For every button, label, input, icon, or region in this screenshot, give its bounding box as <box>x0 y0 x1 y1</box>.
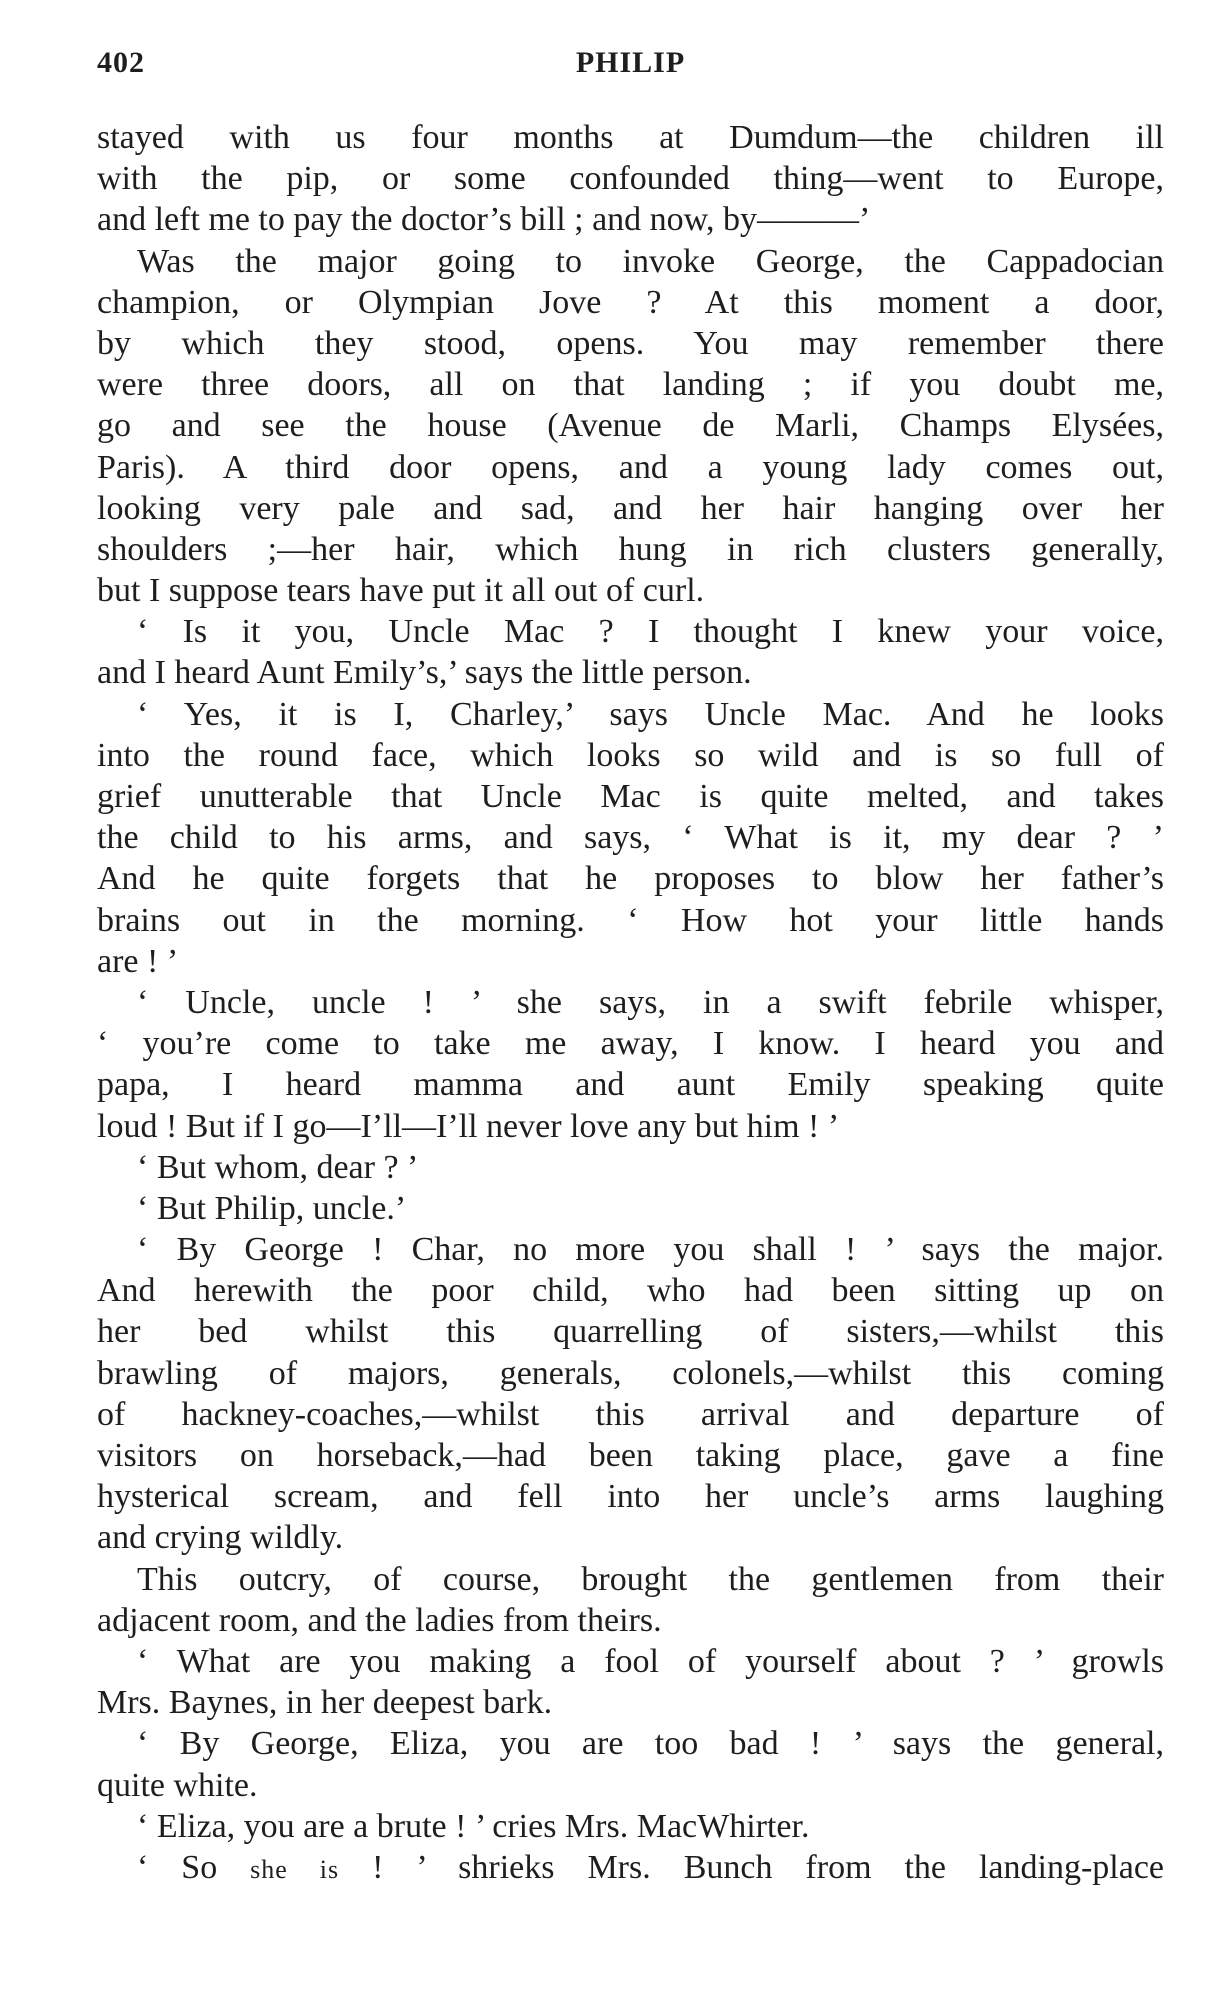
text-line: adjacent room, and the ladies from theirs. <box>97 1601 662 1639</box>
text-line: hysterical scream, and fell into her uncle’s arms laughing <box>97 1478 1164 1516</box>
running-head <box>97 46 1164 86</box>
running-title: PHILIP <box>575 46 686 79</box>
text-line: her bed whilst this quarrelling of sisters,—whilst this <box>97 1313 1164 1351</box>
text-line: were three doors, all on that landing ; if you doubt me, <box>97 366 1164 404</box>
text-line: ‘ But whom, dear ? ’ <box>137 1148 419 1186</box>
text-line: and crying wildly. <box>97 1519 344 1557</box>
text-line: ‘ Is it you, Uncle Mac ? I thought I knew your voice, <box>137 613 1164 651</box>
text-line: champion, or Olympian Jove ? At this moment a door, <box>97 283 1164 321</box>
text-line: ‘ But Philip, uncle.’ <box>137 1189 407 1227</box>
text-line: quite white. <box>97 1766 258 1804</box>
text-fragment: ‘ So <box>137 1848 251 1886</box>
text-line: looking very pale and sad, and her hair hanging over her <box>97 489 1164 527</box>
text-line: ‘ By George ! Char, no more you shall ! ’ says the major. <box>137 1231 1164 1269</box>
text-line: and left me to pay the doctor’s bill ; and now, by———’ <box>97 201 871 239</box>
text-line: the child to his arms, and says, ‘ What is it, my dear ? ’ <box>97 819 1164 857</box>
text-line: papa, I heard mamma and aunt Emily speaking quite <box>97 1066 1164 1104</box>
text-line: go and see the house (Avenue de Marli, Champs Elysées, <box>97 407 1164 445</box>
body-text <box>97 117 1164 1888</box>
text-line: visitors on horseback,—had been taking place, gave a fine <box>97 1437 1164 1474</box>
text-line: brains out in the morning. ‘ How hot your little hands <box>97 901 1164 939</box>
text-fragment: ! ’ shrieks Mrs. Bunch from the landing-place <box>339 1848 1165 1886</box>
text-line: Paris). A third door opens, and a young lady comes out, <box>97 448 1164 486</box>
text-line: but I suppose tears have put it all out of curl. <box>97 572 705 610</box>
text-line: into the round face, which looks so wild and is so full of <box>97 736 1164 774</box>
text-line: This outcry, of course, brought the gentlemen from their <box>137 1560 1164 1598</box>
text-line: grief unutterable that Uncle Mac is quite melted, and takes <box>97 778 1164 815</box>
text-line: And he quite forgets that he proposes to blow her father’s <box>97 860 1164 898</box>
text-line <box>97 1847 1164 1888</box>
page-number: 402 <box>97 46 145 79</box>
text-line: stayed with us four months at Dumdum—the children ill <box>97 119 1164 156</box>
text-line: shoulders ;—her hair, which hung in rich clusters generally, <box>97 530 1164 568</box>
text-line: are ! ’ <box>97 942 179 980</box>
text-line: ‘ Eliza, you are a brute ! ’ cries Mrs. MacWhirter. <box>137 1807 810 1845</box>
text-line: And herewith the poor child, who had been sitting up on <box>97 1272 1164 1310</box>
text-line: ‘ By George, Eliza, you are too bad ! ’ says the general, <box>137 1725 1164 1763</box>
text-line: with the pip, or some confounded thing—went to Europe, <box>97 160 1164 198</box>
text-line: loud ! But if I go—I’ll—I’ll never love any but him ! ’ <box>97 1107 840 1145</box>
text-line: Was the major going to invoke George, the Cappadocian <box>137 242 1164 280</box>
text-line: of hackney-coaches,—whilst this arrival and departure of <box>97 1395 1164 1433</box>
text-line: Mrs. Baynes, in her deepest bark. <box>97 1684 553 1722</box>
text-line: ‘ Yes, it is I, Charley,’ says Uncle Mac. And he looks <box>137 695 1164 733</box>
small-caps-text: she is <box>250 1854 340 1884</box>
text-line: and I heard Aunt Emily’s,’ says the little person. <box>97 654 752 692</box>
text-line: ‘ Uncle, uncle ! ’ she says, in a swift febrile whisper, <box>137 983 1164 1021</box>
text-line: ‘ you’re come to take me away, I know. I heard you and <box>97 1025 1164 1063</box>
text-line: brawling of majors, generals, colonels,—whilst this coming <box>97 1354 1164 1392</box>
text-line: by which they stood, opens. You may remember there <box>97 324 1164 362</box>
text-line: ‘ What are you making a fool of yourself about ? ’ growls <box>137 1642 1164 1680</box>
